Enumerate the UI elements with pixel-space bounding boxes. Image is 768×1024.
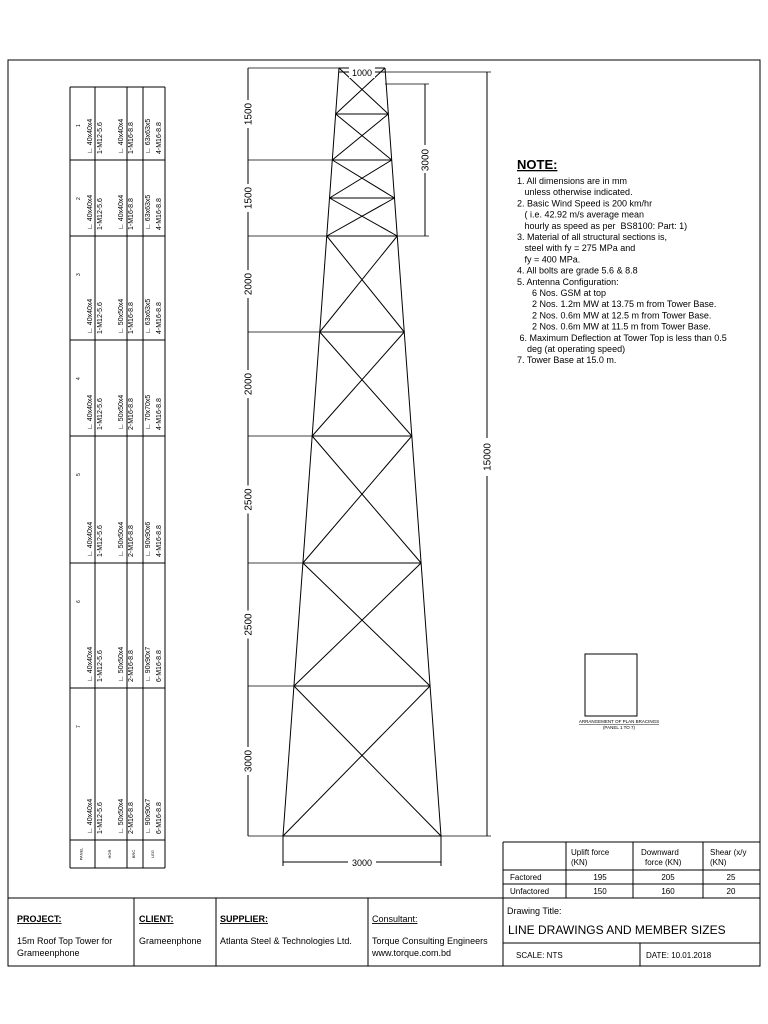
mt-hor-section-6: ∟ 40x40x4 bbox=[87, 646, 94, 682]
tower-brace bbox=[330, 160, 392, 198]
mt-brc-bolt-3: 1-M16-8.8 bbox=[128, 302, 135, 334]
note-line-17: 7. Tower Base at 15.0 m. bbox=[517, 355, 617, 366]
dim-panel-height-3: 2000 bbox=[243, 272, 255, 296]
drawing-title-label: Drawing Title: bbox=[507, 906, 562, 916]
client-name: Grameenphone bbox=[139, 936, 202, 946]
notes-block bbox=[517, 157, 727, 365]
ft-header-3-line1: Shear (x/y bbox=[710, 848, 747, 857]
plan-bracing-box bbox=[585, 654, 637, 716]
dim-total-height: 15000 bbox=[482, 443, 494, 471]
mt-hor-bolt-6: 1-M12-5.6 bbox=[97, 650, 104, 682]
mt-panel-no-2: 2 bbox=[76, 197, 82, 200]
mt-hor-bolt-1: 1-M12-5.6 bbox=[97, 122, 104, 154]
plan-bracing-subcaption: (PANEL 1 TO 7) bbox=[602, 725, 636, 730]
ft-header-1-line1: Uplift force bbox=[571, 848, 610, 857]
mt-panel-no-4: 4 bbox=[76, 377, 82, 380]
dim-top-section: 3000 bbox=[420, 148, 432, 172]
support-forces-table bbox=[503, 842, 760, 898]
ft-shear-1: 25 bbox=[726, 873, 736, 882]
mt-leg-bolt-2: 4-M16-8.8 bbox=[156, 198, 163, 230]
dim-panel-height-5: 2500 bbox=[243, 488, 255, 511]
mt-leg-section-5: ∟ 90x90x6 bbox=[145, 521, 152, 557]
tower-brace bbox=[327, 198, 395, 236]
date-label: DATE: 10.01.2018 bbox=[646, 951, 712, 960]
note-line-4: ( i.e. 42.92 m/s average mean bbox=[517, 209, 645, 220]
mt-leg-section-7: ∟ 90x90x7 bbox=[145, 798, 152, 834]
dim-top-width: 1000 bbox=[351, 68, 373, 78]
consultant-website: www.torque.com.bd bbox=[372, 948, 452, 958]
mt-brc-bolt-5: 2-M16-8.8 bbox=[128, 525, 135, 557]
notes-title: NOTE: bbox=[517, 157, 558, 172]
tower-brace bbox=[294, 563, 421, 686]
tower-brace bbox=[336, 114, 392, 160]
mt-brc-section-4: ∟ 50x50x4 bbox=[118, 394, 125, 430]
mt-leg-bolt-7: 6-M16-8.8 bbox=[156, 802, 163, 834]
note-line-12: 2 Nos. 1.2m MW at 13.75 m from Tower Base. bbox=[517, 299, 717, 310]
note-line-10: 5. Antenna Configuration: bbox=[517, 276, 619, 287]
note-line-16: deg (at operating speed) bbox=[517, 344, 626, 354]
consultant-name: Torque Consulting Engineers bbox=[372, 936, 488, 946]
tower-brace bbox=[332, 160, 394, 198]
mt-leg-section-1: ∟ 63x63x5 bbox=[145, 118, 152, 154]
mt-leg-bolt-4: 4-M16-8.8 bbox=[156, 398, 163, 430]
ft-shear-2: 20 bbox=[726, 887, 736, 896]
scale-label: SCALE: NTS bbox=[516, 951, 563, 960]
dim-panel-height-1: 1500 bbox=[243, 102, 255, 126]
mt-hor-section-3: ∟ 40x40x4 bbox=[87, 298, 94, 334]
ft-header-2-line2: force (KN) bbox=[645, 858, 682, 867]
dim-panel-height-4: 2000 bbox=[243, 372, 255, 396]
mt-panel-no-3: 3 bbox=[76, 273, 82, 276]
tower-elevation bbox=[283, 68, 441, 836]
mt-panel-no-5: 5 bbox=[76, 473, 82, 476]
mt-leg-bolt-1: 4-M16-8.8 bbox=[156, 122, 163, 154]
dim-base-width: 3000 bbox=[351, 858, 373, 868]
note-line-14: 2 Nos. 0.6m MW at 11.5 m from Tower Base. bbox=[517, 321, 711, 332]
note-line-8: fy = 400 MPa. bbox=[517, 254, 581, 265]
mt-brc-bolt-4: 2-M16-8.8 bbox=[128, 398, 135, 430]
mt-hor-section-2: ∟ 40x40x4 bbox=[87, 194, 94, 230]
mt-panel-no-6: 6 bbox=[76, 600, 82, 603]
tower-brace bbox=[327, 236, 405, 332]
tower-dimensions bbox=[242, 67, 494, 868]
note-line-3: 2. Basic Wind Speed is 200 km/hr bbox=[517, 198, 653, 209]
mt-hor-section-1: ∟ 40x40x4 bbox=[87, 118, 94, 154]
mt-hor-section-5: ∟ 40x40x4 bbox=[87, 521, 94, 557]
tower-brace bbox=[303, 563, 430, 686]
mt-hor-bolt-4: 1-M12-5.6 bbox=[97, 398, 104, 430]
mt-brc-section-7: ∟ 50x50x4 bbox=[118, 798, 125, 834]
dim-panel-height-2: 1500 bbox=[243, 186, 255, 210]
mt-hor-bolt-3: 1-M12-5.6 bbox=[97, 302, 104, 334]
tower-brace bbox=[294, 686, 441, 836]
tower-leg-left bbox=[283, 68, 339, 836]
mt-header-hor: HOR bbox=[107, 849, 112, 859]
tower-brace bbox=[312, 436, 421, 563]
ft-uplift-1: 195 bbox=[593, 873, 607, 882]
mt-panel-no-7: 7 bbox=[76, 725, 82, 728]
mt-leg-section-6: ∟ 90x90x7 bbox=[145, 646, 152, 682]
mt-header-panel: PANEL bbox=[78, 847, 84, 861]
mt-header-brc: BRC bbox=[131, 849, 136, 859]
client-label: CLIENT: bbox=[139, 914, 174, 924]
consultant-label: Consultant: bbox=[372, 914, 418, 924]
note-line-2: unless otherwise indicated. bbox=[517, 187, 633, 198]
note-line-9: 4. All bolts are grade 5.6 & 8.8 bbox=[517, 265, 638, 276]
tower-leg-right bbox=[385, 68, 441, 836]
member-size-table bbox=[70, 87, 165, 868]
project-label: PROJECT: bbox=[17, 914, 62, 924]
ft-uplift-2: 150 bbox=[593, 887, 607, 896]
ft-header-2-line1: Downward bbox=[641, 848, 679, 857]
note-line-1: 1. All dimensions are in mm bbox=[517, 176, 628, 186]
mt-brc-bolt-2: 1-M16-8.8 bbox=[128, 198, 135, 230]
ft-header-1-line2: (KN) bbox=[571, 858, 588, 867]
mt-brc-section-3: ∟ 50x50x4 bbox=[118, 298, 125, 334]
mt-panel-no-1: 1 bbox=[76, 124, 82, 127]
supplier-label: SUPPLIER: bbox=[220, 914, 269, 924]
ft-row-label-1: Factored bbox=[510, 873, 542, 882]
note-line-11: 6 Nos. GSM at top bbox=[517, 288, 607, 298]
mt-leg-section-3: ∟ 63x63x5 bbox=[145, 298, 152, 334]
mt-brc-bolt-6: 2-M16-8.8 bbox=[128, 650, 135, 682]
tower-brace bbox=[320, 332, 412, 436]
tower-brace bbox=[303, 436, 412, 563]
mt-brc-bolt-1: 1-M16-8.8 bbox=[128, 122, 135, 154]
mt-hor-section-4: ∟ 40x40x4 bbox=[87, 394, 94, 430]
mt-leg-bolt-6: 6-M16-8.8 bbox=[156, 650, 163, 682]
ft-header-3-line2: (KN) bbox=[710, 858, 727, 867]
tower-brace bbox=[320, 236, 398, 332]
mt-hor-bolt-7: 1-M12-5.6 bbox=[97, 802, 104, 834]
note-line-5: hourly as speed as per BS8100: Part: 1) bbox=[517, 220, 688, 231]
project-name-line1: 15m Roof Top Tower for bbox=[17, 936, 113, 946]
tower-brace bbox=[330, 198, 398, 236]
tower-brace bbox=[332, 114, 388, 160]
ft-downward-1: 205 bbox=[661, 873, 675, 882]
drawing-title: LINE DRAWINGS AND MEMBER SIZES bbox=[508, 923, 726, 937]
mt-brc-bolt-7: 2-M16-8.8 bbox=[128, 802, 135, 834]
mt-brc-section-2: ∟ 40x40x4 bbox=[118, 194, 125, 230]
plan-bracing-detail bbox=[579, 654, 659, 730]
mt-leg-section-2: ∟ 63x63x5 bbox=[145, 194, 152, 230]
note-line-13: 2 Nos. 0.6m MW at 12.5 m from Tower Base. bbox=[517, 310, 712, 321]
mt-header-leg: LEG bbox=[150, 849, 155, 859]
mt-hor-section-7: ∟ 40x40x4 bbox=[87, 798, 94, 834]
note-line-15: 6. Maximum Deflection at Tower Top is less than 0.5 bbox=[517, 332, 727, 343]
mt-leg-bolt-5: 4-M16-8.8 bbox=[156, 525, 163, 557]
supplier-name: Atlanta Steel & Technologies Ltd. bbox=[220, 936, 352, 946]
tower-brace bbox=[312, 332, 404, 436]
mt-brc-section-1: ∟ 40x40x4 bbox=[118, 118, 125, 154]
mt-hor-bolt-5: 1-M12-5.6 bbox=[97, 525, 104, 557]
tower-brace bbox=[283, 686, 430, 836]
ft-downward-2: 160 bbox=[661, 887, 675, 896]
dim-panel-height-6: 2500 bbox=[243, 613, 255, 636]
mt-brc-section-5: ∟ 50x50x4 bbox=[118, 521, 125, 557]
mt-leg-bolt-3: 4-M16-8.8 bbox=[156, 302, 163, 334]
mt-leg-section-4: ∟ 70x70x5 bbox=[145, 394, 152, 430]
note-line-7: steel with fy = 275 MPa and bbox=[517, 243, 636, 254]
dim-panel-height-7: 3000 bbox=[243, 749, 255, 773]
mt-hor-bolt-2: 1-M12-5.6 bbox=[97, 198, 104, 230]
plan-bracing-caption: ARRANGEMENT OF PLAN BRACINGS bbox=[578, 719, 660, 724]
project-name-line2: Grameenphone bbox=[17, 948, 80, 958]
ft-row-label-2: Unfactored bbox=[510, 887, 550, 896]
note-line-6: 3. Material of all structural sections is, bbox=[517, 232, 668, 242]
mt-brc-section-6: ∟ 50x50x4 bbox=[118, 646, 125, 682]
